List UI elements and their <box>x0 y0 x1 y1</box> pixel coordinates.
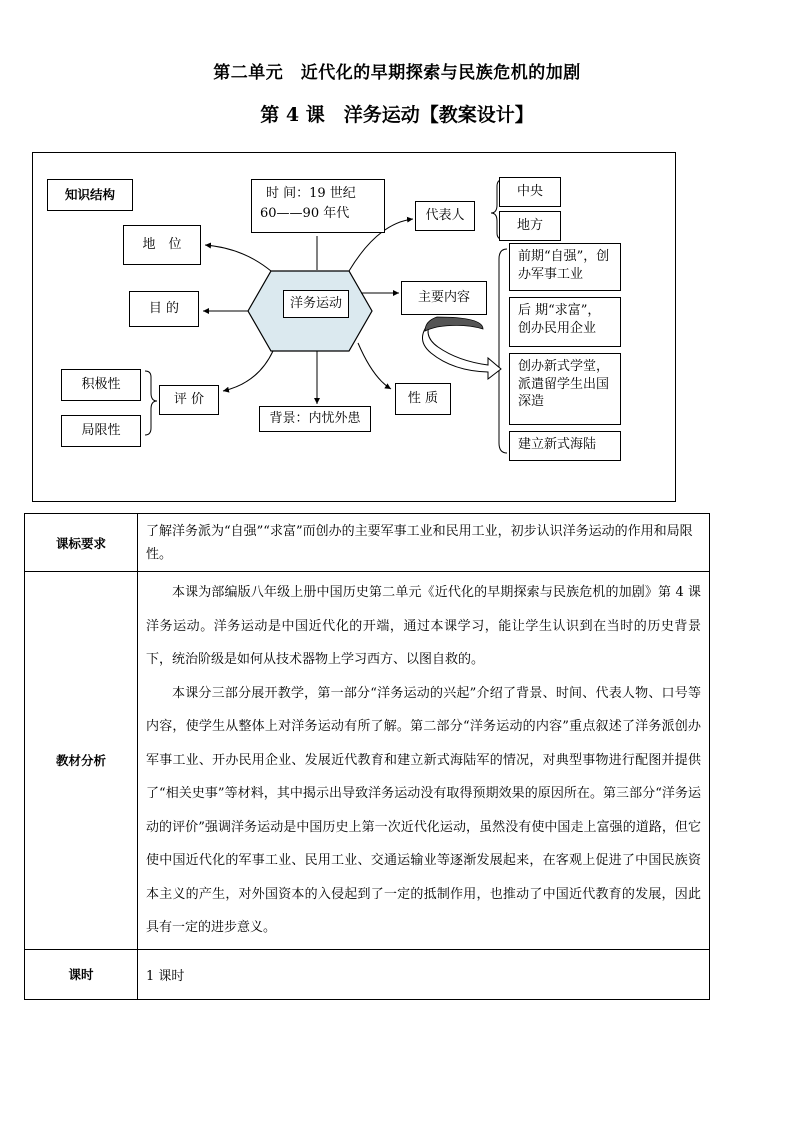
background-box: 背景：内忧外患 <box>259 406 371 432</box>
position-box: 地 位 <box>123 225 201 265</box>
representatives-box: 代表人 <box>415 201 475 231</box>
time-line-2: 60——90 年代 <box>260 205 350 221</box>
knowledge-structure-label: 知识结构 <box>47 179 133 211</box>
content-item: 创办新式学堂，派遣留学生出国深造 <box>509 353 621 425</box>
nature-box: 性 质 <box>395 383 451 415</box>
time-box <box>251 179 385 233</box>
table-row <box>25 949 710 999</box>
evaluation-box: 评 价 <box>159 385 219 415</box>
row-content <box>138 514 710 572</box>
table-row <box>25 514 710 572</box>
row-label: 教材分析 <box>25 572 138 950</box>
purpose-box: 目 的 <box>129 291 199 327</box>
positive-box: 积极性 <box>61 369 141 401</box>
limitation-box: 局限性 <box>61 415 141 447</box>
content-item: 前期“自强”，创办军事工业 <box>509 243 621 291</box>
central-box: 中央 <box>499 177 561 207</box>
analysis-paragraph: 本课分三部分展开教学，第一部分“洋务运动的兴起”介绍了背景、时间、代表人物、口号等内容，使学生从整体上对洋务运动有所了解。第二部分“洋务运动的内容”重点叙述了洋务派创办军事工业、开办民用企业、发展近代教育和建立新式海陆军的情况，对典型事物进行配图并提供了“相关史事”等材料，其中揭示出导致洋务运动没有取得预期效果的原因所在。第三部分“洋务运动的评价”强调洋务运动是中国历史上第一次近代化运动，虽然没有使中国走上富强的道路，但它使中国近代化的军事工业、民用工业、交通运输业等逐渐发展起来，在客观上促进了中国民族资本主义的产生，对外国资本的入侵起到了一定的抵制作用，也推动了中国近代教育的发展，因此具有一定的进步意义。 <box>146 685 701 935</box>
row-label: 课标要求 <box>25 514 138 572</box>
row-label: 课时 <box>25 949 138 999</box>
analysis-paragraph: 本课为部编版八年级上册中国历史第二单元《近代化的早期探索与民族危机的加剧》第 4 课洋务运动。洋务运动是中国近代化的开端，通过本课学习，能让学生认识到在当时的历史背景下，统治阶级是如何从技术器物上学习西方、以图自救的。 <box>146 585 701 667</box>
row-content <box>138 572 710 950</box>
class-hours-text: 1 课时 <box>146 968 185 984</box>
time-line-1: 时 间：19 世纪 <box>266 186 356 201</box>
row-content <box>138 949 710 999</box>
table-row <box>25 572 710 950</box>
content-item: 建立新式海陆 <box>509 431 621 461</box>
main-content-box: 主要内容 <box>401 281 487 315</box>
knowledge-structure-diagram <box>32 152 676 502</box>
unit-title: 第二单元 近代化的早期探索与民族危机的加剧 <box>213 63 581 83</box>
local-box: 地方 <box>499 211 561 241</box>
center-label: 洋务运动 <box>283 290 349 318</box>
lesson-title: 第 4 课 洋务运动【教案设计】 <box>260 104 534 126</box>
lesson-plan-table <box>24 513 710 1000</box>
content-item: 后 期“求富”，创办民用企业 <box>509 297 621 347</box>
standards-text: 了解洋务派为“自强”“求富”而创办的主要军事工业和民用工业，初步认识洋务运动的作用和局限性。 <box>146 523 693 562</box>
